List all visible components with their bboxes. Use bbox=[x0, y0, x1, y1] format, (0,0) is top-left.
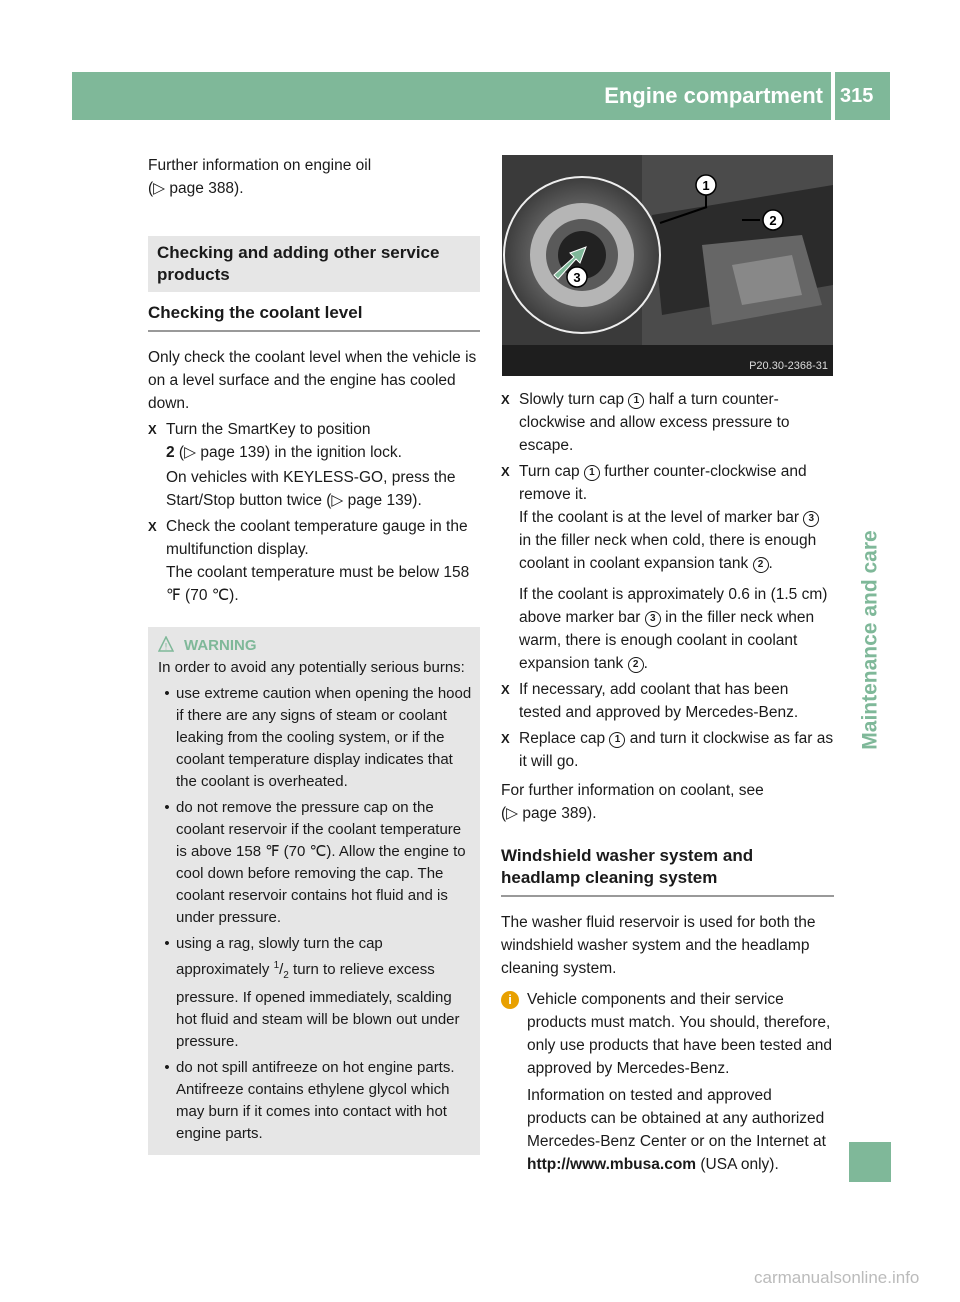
side-tab-marker bbox=[849, 1142, 891, 1182]
callout-1: 1 bbox=[702, 178, 710, 193]
warning-triangle-icon bbox=[158, 636, 174, 652]
callout-ref-icon: 1 bbox=[609, 732, 625, 748]
callout-ref-icon: 3 bbox=[803, 511, 819, 527]
washer-body: The washer fluid reservoir is used for both the windshield washer system and the headlamp cleaning system. bbox=[501, 914, 816, 977]
step-marker-icon: X bbox=[501, 731, 510, 746]
step-replace-cap: X Replace cap 1 and turn it clockwise as far as it will go. bbox=[501, 727, 834, 773]
callout-ref-icon: 2 bbox=[753, 557, 769, 573]
arrow-icon: ▷ bbox=[506, 805, 519, 822]
step-marker-icon: X bbox=[501, 682, 510, 697]
arrow-icon: ▷ bbox=[153, 180, 166, 197]
right-column bbox=[501, 388, 834, 1176]
info-icon: i bbox=[501, 991, 519, 1009]
arrow-icon: ▷ bbox=[184, 444, 197, 461]
callout-2: 2 bbox=[769, 213, 777, 228]
page-number: 315 bbox=[840, 85, 874, 107]
left-column bbox=[148, 154, 480, 1155]
step-turn-cap: X Slowly turn cap 1 half a turn counter-clockwise and allow excess pressure to escape. bbox=[501, 388, 834, 457]
callout-ref-icon: 1 bbox=[628, 393, 644, 409]
callout-ref-icon: 2 bbox=[628, 657, 644, 673]
page-title: Engine compartment bbox=[604, 83, 823, 108]
step-add-coolant: X If necessary, add coolant that has been tested and approved by Mercedes-Benz. bbox=[501, 678, 834, 724]
washer-title: Windshield washer system and headlamp cleaning system bbox=[501, 845, 834, 897]
engine-compartment-photo bbox=[502, 155, 833, 376]
step-marker-icon: X bbox=[148, 519, 157, 534]
subsection-title: Checking the coolant level bbox=[148, 302, 480, 332]
warning-bullet: • do not spill antifreeze on hot engine parts. Antifreeze contains ethylene glycol which may burn if it comes into contact with hot engine parts. bbox=[164, 1059, 455, 1142]
step-marker-icon: X bbox=[148, 422, 157, 437]
step-smartkey: X Turn the SmartKey to position 2 (▷ page 139) in the ignition lock. On vehicles with KEYLESS-GO, press the Start/Stop button twice (▷ page 139). bbox=[148, 418, 480, 512]
side-tab-label: Maintenance and care bbox=[858, 530, 882, 750]
svg-text:!: ! bbox=[164, 641, 168, 652]
callout-ref-icon: 3 bbox=[645, 611, 661, 627]
info-note: i Vehicle components and their service products must match. You should, therefore, only use products that have been tested and approved by Mercedes-Benz. Information on tested and approved products can be obtained at any authorized Mercedes-Benz Center or on the Internet at http://www.mbusa.com (USA only). bbox=[501, 988, 834, 1176]
warning-title: WARNING bbox=[184, 637, 257, 654]
watermark: carmanualsonline.info bbox=[754, 1268, 920, 1287]
step-remove-cap: X Turn cap 1 further counter-clockwise and remove it. If the coolant is at the level of marker bar 3 in the filler neck when cold, there is enough coolant in coolant expansion tank 2 . If the coolant is approximately 0.6 in (1.5 cm) above marker bar 3 in the filler neck when warm, there is enough coolant in coolant expansion tank 2 . bbox=[501, 460, 834, 675]
section-title: Checking and adding other service products bbox=[148, 236, 480, 292]
header-separator bbox=[831, 72, 835, 120]
step-marker-icon: X bbox=[501, 464, 510, 479]
mbusa-link[interactable]: http://www.mbusa.com bbox=[527, 1156, 697, 1173]
intro-text: Further information on engine oil (▷ page 388). bbox=[148, 157, 372, 197]
callout-3: 3 bbox=[573, 270, 581, 285]
warning-bullet: • do not remove the pressure cap on the coolant reservoir if the coolant temperature is above 158 ℉ (70 ℃). Allow the engine to cool down before removing the cap. The coolant reservoir contains hot fluid and is under pressure. bbox=[164, 799, 466, 926]
warning-box bbox=[148, 627, 480, 1155]
photo-code: P20.30-2368-31 bbox=[749, 360, 828, 372]
warning-bullet: • using a rag, slowly turn the cap approximately $^1/_2$ turn to relieve excess pressure. If opened immediately, scalding hot fluid and steam will be blown out under pressure. bbox=[164, 935, 460, 1050]
arrow-icon: ▷ bbox=[331, 492, 344, 509]
warning-intro: In order to avoid any potentially serious burns: bbox=[158, 659, 465, 676]
intro-page-ref[interactable]: page 388). bbox=[169, 180, 244, 197]
further-info: For further information on coolant, see (▷ page 389). bbox=[501, 782, 764, 822]
warning-bullet: • use extreme caution when opening the hood if there are any signs of steam or coolant leaking from the cooling system, or if the coolant temperature display indicates that the coolant is overheated. bbox=[164, 685, 472, 790]
step-marker-icon: X bbox=[501, 392, 510, 407]
step-check-gauge: X Check the coolant temperature gauge in the multifunction display. The coolant temperature must be below 158 ℉ (70 ℃). bbox=[148, 515, 480, 607]
callout-ref-icon: 1 bbox=[584, 465, 600, 481]
coolant-intro: Only check the coolant level when the vehicle is on a level surface and the engine has cooled down. bbox=[148, 349, 477, 412]
